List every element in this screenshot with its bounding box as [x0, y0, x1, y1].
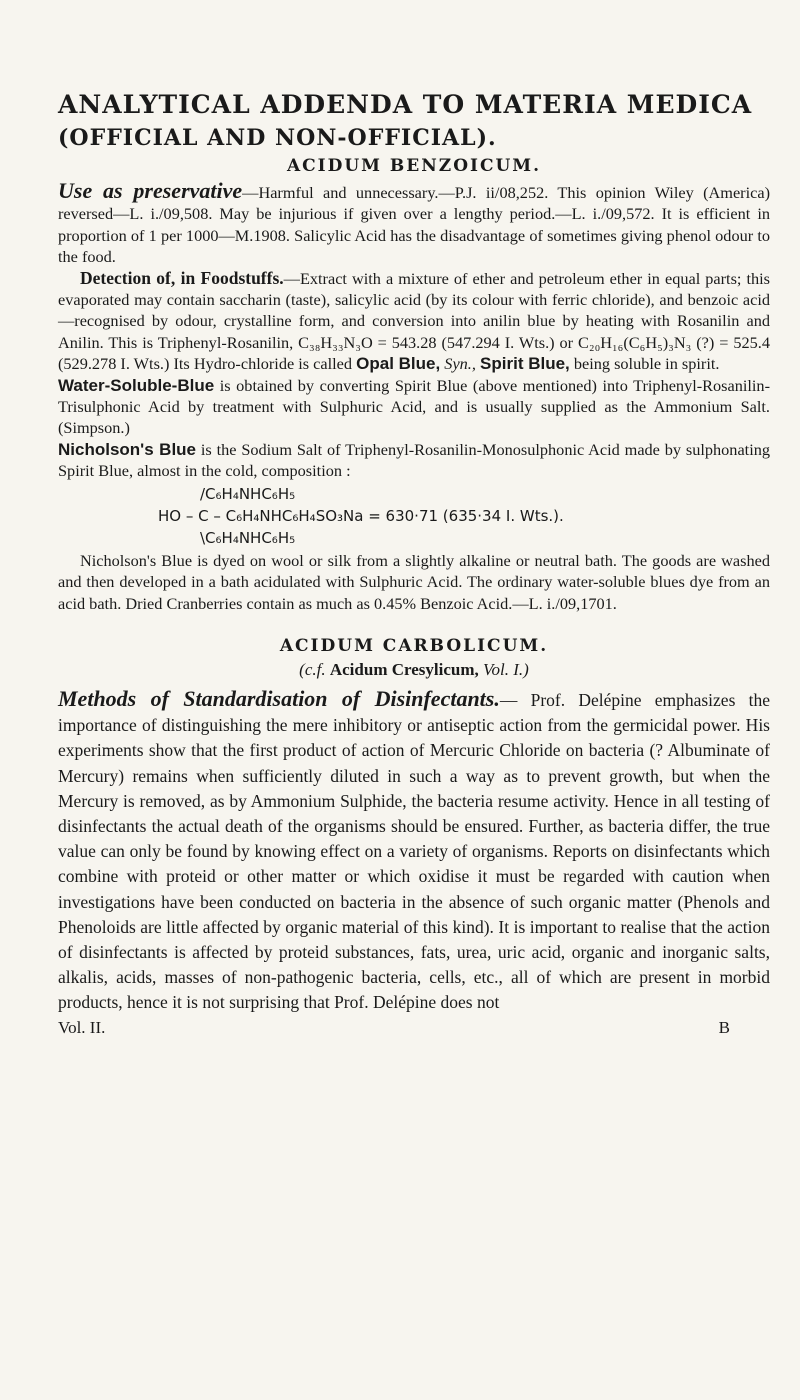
text-spirit-blue: being soluble in spirit.	[573, 354, 720, 374]
lead-use-as-preservative: Use as preservative	[58, 178, 243, 203]
formula-line-2: HO – C – C₆H₄NHC₆H₄SO₃Na = 630·71 (635·34 I. Wts.).	[158, 506, 564, 525]
text-methods: — Prof. Delépine emphasizes the importance of distinguishing the mere inhibitory or antiseptic action from the germicidal power. His experiments show that the first product of action of Mercuric Chloride on bacteria (? Albuminate of Mercury) remains when sufficiently diluted in such a way as to prevent growth, but when the Mercury is removed, as by Ammonium Sulphide, the bacteria resume activity. Hence in all testing of disinfectants the actual death of the organisms should be ensured. Further, as bacteria differ, the true value can only be found by knowing effect on a variety of organisms. Reports on disinfectants which combine with proteid or other matter or which oxidise it must be regarded with caution when investigations have been conducted on bacteria in the absence of such organic matter (Phenols and Phenoloids are little affected by organic material of this kind). It is important to realise that the action of disinfectants is affected by proteid substances, fats, urea, uric acid, organic and inorganic salts, alkalis, acids, masses of non-pathogenic bacteria, cells, etc., all of which are present in morbid products, hence it is not surprising that Prof. Delépine does not	[58, 689, 770, 1013]
paragraph-detection	[58, 268, 770, 375]
section-heading-carbolicum: ACIDUM CARBOLICUM.	[279, 635, 549, 656]
lead-detection: Detection of, in Foodstuffs.	[80, 267, 284, 288]
paragraph-use-as-preservative	[58, 180, 770, 268]
cross-reference-title: Acidum Cresylicum,	[329, 659, 479, 679]
paragraph-nicholsons-blue	[58, 439, 770, 482]
document-page	[58, 88, 770, 1038]
text-detection: —Extract with a mixture of ether and petroleum ether in equal parts; this evaporated may contain saccharin (taste), salicylic acid (by its colour with ferric chloride), and benzoic acid—recognised by odour, crystalline form, and conversion into anilin blue by heating with Rosanilin and Anilin. This is Triphenyl-Rosanilin, C₃₈H₃₃N₃O = 543.28 (547.294 I. Wts.) or C₂₀H₁₆(C₆H₅)₃N₃ (?) = 525.4 (529.278 I. Wts.) Its Hydro-chloride is called	[58, 268, 770, 374]
lead-methods: Methods of Standardisation of Disinfectants.	[58, 685, 500, 711]
page-footer	[58, 1018, 770, 1038]
document-title: ANALYTICAL ADDENDA TO MATERIA MEDICA	[58, 90, 753, 119]
section-heading-benzoicum: ACIDUM BENZOICUM.	[286, 156, 542, 176]
text-dyeing: Nicholson's Blue is dyed on wool or silk from a slightly alkaline or neutral bath. The goods are washed and then developed in a bath acidulated with Sulphuric Acid. The ordinary water-soluble blues dye from an acid bath. Dried Cranberries contain as much as 0.45% Benzoic Acid.—L. i./09,1701.	[58, 550, 770, 613]
cross-reference	[58, 660, 770, 680]
text-water-soluble-blue: is obtained by converting Spirit Blue (above mentioned) into Triphenyl-Rosanilin-Trisulphonic Acid by treatment with Sulphuric Acid, and is usually supplied as the Ammonium Salt. (Simpson.)	[58, 375, 770, 438]
cross-reference-prefix: (c.f.	[299, 659, 326, 679]
text-syn: Syn.,	[444, 354, 476, 374]
cross-reference-volume: Vol. I.)	[483, 659, 529, 679]
footer-volume: Vol. II.	[58, 1017, 106, 1037]
lead-opal-blue: Opal Blue,	[356, 354, 441, 374]
lead-water-soluble-blue: Water-Soluble-Blue	[58, 375, 215, 395]
text-use-as-preservative: —Harmful and unnecessary.—P.J. ii/08,252. This opinion Wiley (America) reversed—L. i./09,508. May be injurious if given over a lengthy period.—L. i./09,572. It is efficient in proportion of 1 per 1000—M.1908. Salicylic Acid has the disadvantage of sometimes giving phenol odour to the food.	[58, 183, 771, 267]
footer-signature: B	[718, 1017, 730, 1037]
formula-line-1: /C₆H₄NHC₆H₅	[200, 484, 296, 503]
lead-nicholsons-blue: Nicholson's Blue	[58, 439, 197, 459]
document-subtitle: (OFFICIAL AND NON-OFFICIAL).	[58, 125, 497, 151]
paragraph-water-soluble-blue	[58, 375, 770, 439]
text-nicholsons-blue: is the Sodium Salt of Triphenyl-Rosanilin-Monosulphonic Acid made by sulphonating Spirit Blue, almost in the cold, composition :	[58, 439, 771, 481]
paragraph-dyeing	[58, 550, 770, 614]
paragraph-methods	[58, 686, 770, 1016]
lead-spirit-blue: Spirit Blue,	[480, 354, 570, 374]
formula-line-3: \C₆H₄NHC₆H₅	[200, 528, 296, 547]
